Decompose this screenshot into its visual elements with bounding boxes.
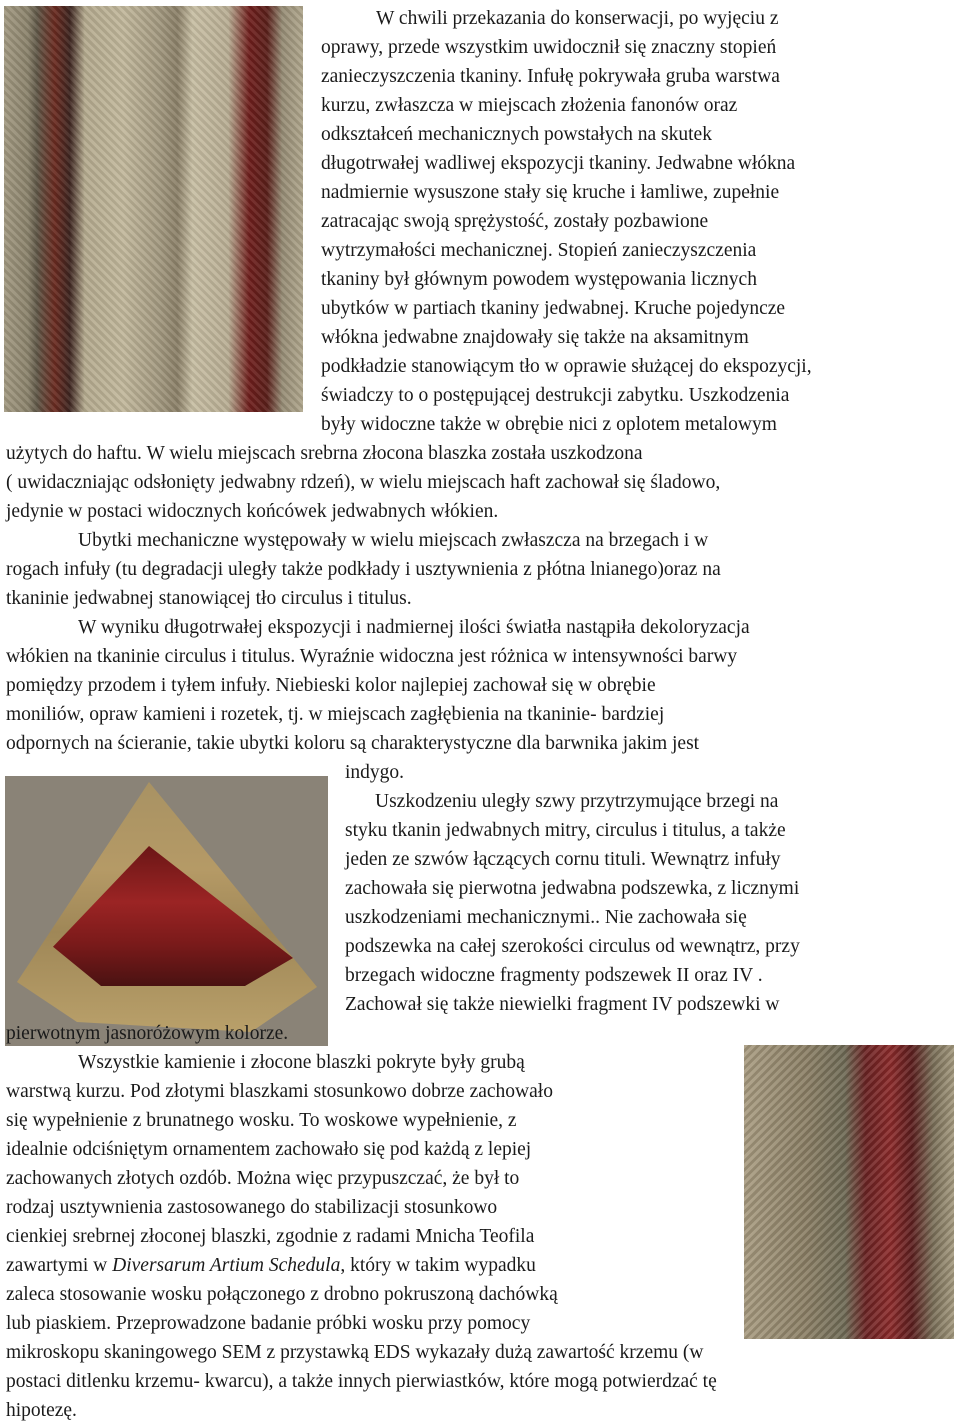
text-line: nadmiernie wysuszone stały się kruche i łamliwe, zupełnie — [321, 182, 780, 203]
text-line: podkładzie stanowiącym tło w oprawie służącej do ekspozycji, — [321, 356, 812, 377]
text-line: oprawy, przede wszystkim uwidocznił się znaczny stopień — [321, 37, 777, 58]
text-line: hipotezę. — [6, 1400, 77, 1421]
text-line: indygo. — [345, 762, 405, 783]
text-line: jeden ze szwów łączących cornu tituli. Wewnątrz infuły — [345, 849, 781, 870]
italic-title: Diversarum Artium Schedula — [112, 1255, 341, 1276]
text-line: jedynie w postaci widocznych końcówek jedwabnych włókien. — [6, 501, 499, 522]
mitre-horn-photo — [5, 776, 328, 1046]
text-line: warstwą kurzu. Pod złotymi blaszkami stosunkowo dobrze zachowało — [6, 1081, 553, 1102]
text-line: rogach infuły (tu degradacji uległy także podkłady i usztywnienia z płótna lnianego)oraz na — [6, 559, 721, 580]
text-run: , który w takim wypadku — [340, 1255, 536, 1276]
text-line: zanieczyszczenia tkaniny. Infułę pokrywała gruba warstwa — [321, 66, 780, 87]
text-line: ( uwidaczniając odsłonięty jedwabny rdzeń), w wielu miejscach haft zachował się śladowo, — [6, 472, 721, 493]
text-line: W chwili przekazania do konserwacji, po wyjęciu z — [376, 8, 779, 29]
text-line: podszewka na całej szerokości circulus od wewnątrz, przy — [345, 936, 800, 957]
text-line: pomiędzy przodem i tyłem infuły. Niebieski kolor najlepiej zachował się w obrębie — [6, 675, 656, 696]
text-line: zatracając swoją sprężystość, zostały pozbawione — [321, 211, 709, 232]
text-line: lub piaskiem. Przeprowadzone badanie próbki wosku przy pomocy — [6, 1313, 531, 1334]
text-line: świadczy to o postępującej destrukcji zabytku. Uszkodzenia — [321, 385, 790, 406]
text-line: mikroskopu skaningowego SEM z przystawką EDS wykazały dużą zawartość krzemu (w — [6, 1342, 704, 1363]
text-line: długotrwałej wadliwej ekspozycji tkaniny. Jedwabne włókna — [321, 153, 796, 174]
text-line: W wyniku długotrwałej ekspozycji i nadmiernej ilości światła nastąpiła dekoloryzacja — [78, 617, 750, 638]
embroidery-detail-photo — [744, 1045, 954, 1339]
text-line: zachowała się pierwotna jedwabna podszewka, z licznymi — [345, 878, 800, 899]
text-line — [6, 1256, 536, 1276]
text-line: rodzaj usztywnienia zastosowanego do stabilizacji stosunkowo — [6, 1197, 498, 1218]
text-line: się wypełnienie z brunatnego wosku. To woskowe wypełnienie, z — [6, 1110, 517, 1131]
text-line: tkaniny był głównym powodem występowania licznych — [321, 269, 757, 290]
text-line: Wszystkie kamienie i złocone blaszki pokryte były grubą — [78, 1052, 525, 1073]
text-line: włókna jedwabne znajdowały się także na aksamitnym — [321, 327, 749, 348]
text-line: były widoczne także w obrębie nici z oplotem metalowym — [321, 414, 777, 435]
text-line: idealnie odciśniętym ornamentem zachowało się pod każdą z lepiej — [6, 1139, 532, 1160]
text-line: kurzu, zwłaszcza w miejscach złożenia fanonów oraz — [321, 95, 738, 116]
text-line: Ubytki mechaniczne występowały w wielu miejscach zwłaszcza na brzegach i w — [78, 530, 709, 551]
text-line: styku tkanin jedwabnych mitry, circulus i titulus, a także — [345, 820, 786, 841]
embroidery-fabric-photo — [4, 6, 303, 412]
text-line: włókien na tkaninie circulus i titulus. Wyraźnie widoczna jest różnica w intensywności barwy — [6, 646, 738, 667]
text-line: zachowanych złotych ozdób. Można więc przypuszczać, że był to — [6, 1168, 520, 1189]
text-line: postaci ditlenku krzemu- kwarcu), a także innych pierwiastków, które mogą potwierdzać tę — [6, 1371, 717, 1392]
text-line: odpornych na ścieranie, takie ubytki koloru są charakterystyczne dla barwnika jakim jest — [6, 733, 700, 754]
text-line: moniliów, opraw kamieni i rozetek, tj. w miejscach zagłębienia na tkaninie- bardziej — [6, 704, 665, 725]
text-line: zaleca stosowanie wosku połączonego z drobno pokruszoną dachówką — [6, 1284, 558, 1305]
text-line: użytych do haftu. W wielu miejscach srebrna złocona blaszka została uszkodzona — [6, 443, 643, 464]
text-line: uszkodzeniami mechanicznymi.. Nie zachowała się — [345, 907, 747, 928]
text-line: tkaninie jedwabnej stanowiącej tło circulus i titulus. — [6, 588, 412, 609]
text-line: ubytków w partiach tkaniny jedwabnej. Kruche pojedyncze — [321, 298, 786, 319]
text-line: pierwotnym jasnoróżowym kolorze. — [6, 1023, 289, 1044]
text-line: brzegach widoczne fragmenty podszewek II oraz IV . — [345, 965, 763, 986]
text-line: odkształceń mechanicznych powstałych na skutek — [321, 124, 712, 145]
text-line: cienkiej srebrnej złoconej blaszki, zgodnie z radami Mnicha Teofila — [6, 1226, 535, 1247]
text-run: zawartymi w — [6, 1255, 113, 1276]
text-line: Zachował się także niewielki fragment IV podszewki w — [345, 994, 780, 1015]
text-line: wytrzymałości mechanicznej. Stopień zanieczyszczenia — [321, 240, 757, 261]
text-line: Uszkodzeniu uległy szwy przytrzymujące brzegi na — [375, 791, 779, 812]
